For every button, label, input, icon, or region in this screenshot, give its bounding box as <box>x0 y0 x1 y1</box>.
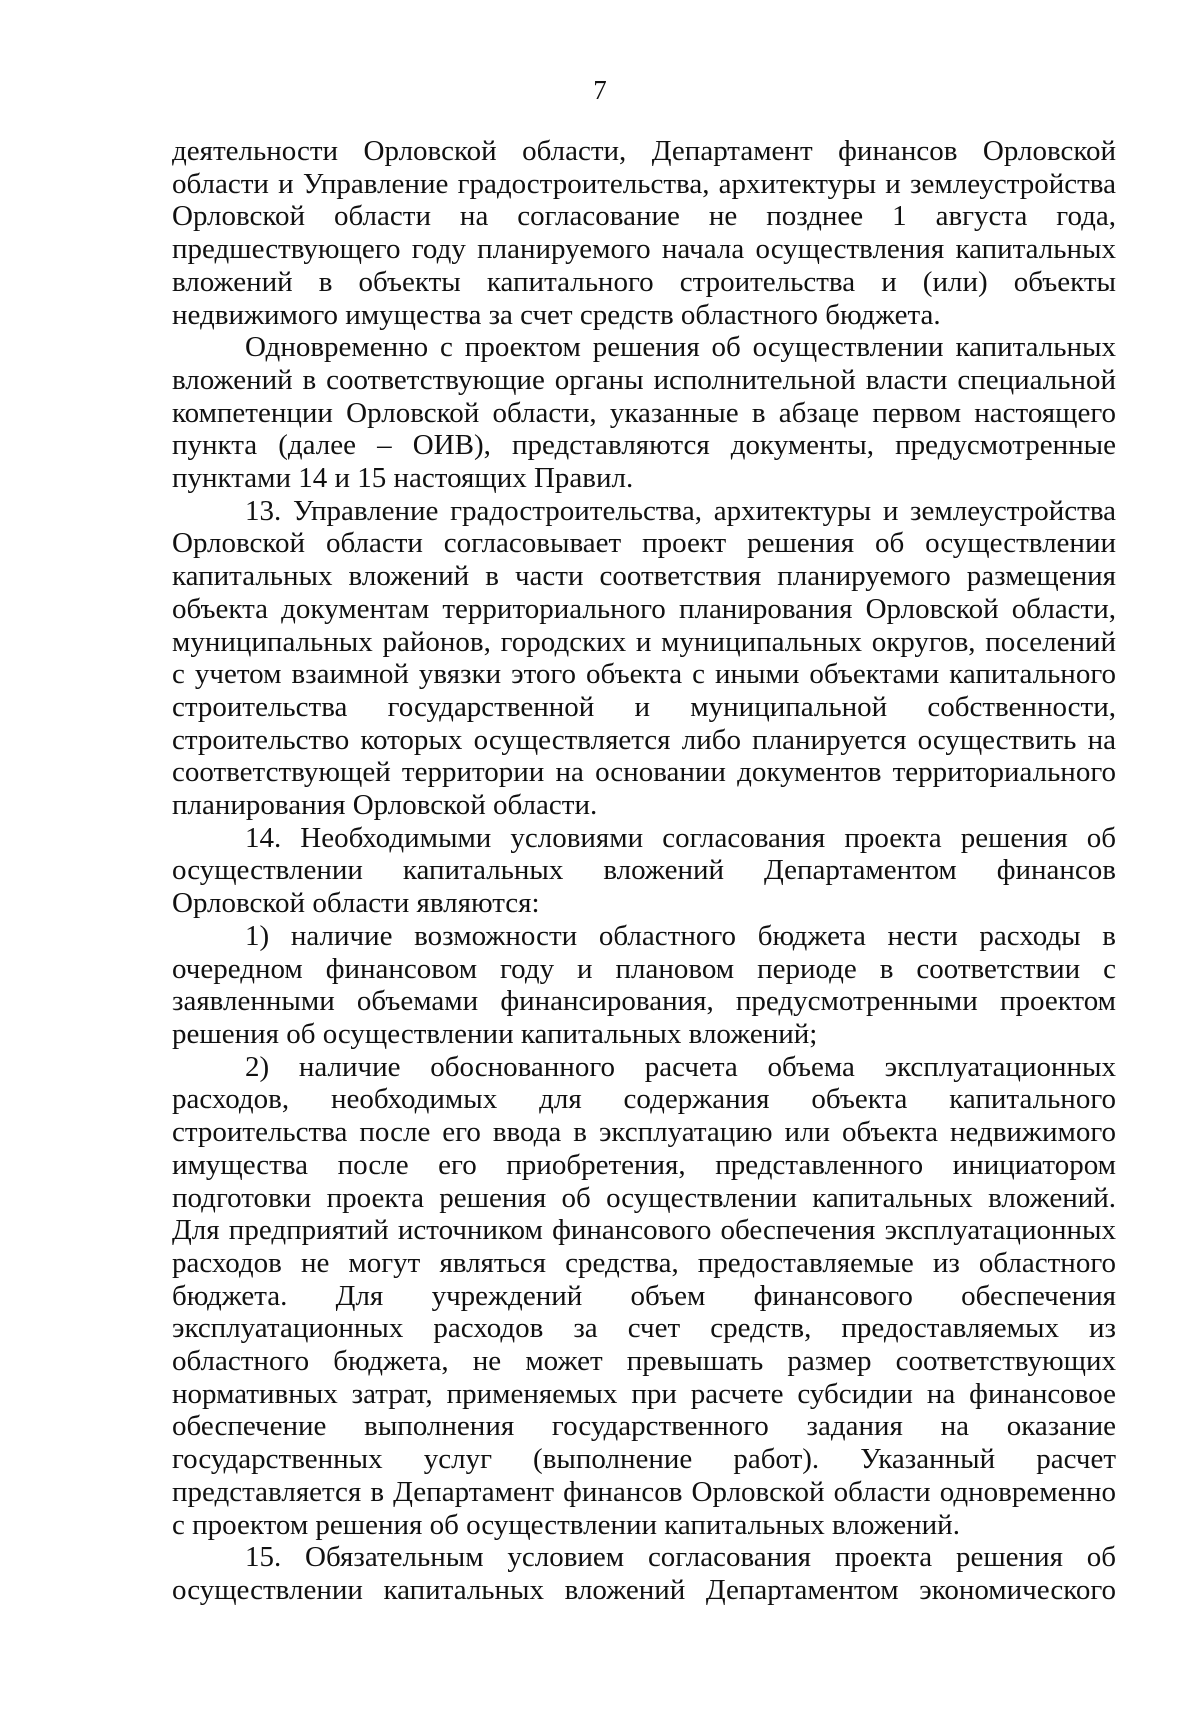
paragraph-14: 14. Необходимыми условиями согласования проекта решения об осуществлении капитальных вложений Департаментом финансов Орловской области являются: <box>172 821 1116 920</box>
paragraph-15: 15. Обязательным условием согласования проекта решения об осуществлении капитальных вложений Департаментом экономического <box>172 1541 1116 1606</box>
paragraph-14-item-2: 2) наличие обоснованного расчета объема эксплуатационных расходов, необходимых для содержания объекта капитального строительства после его ввода в эксплуатацию или объекта недвижимого имущества после его приобретения, представленного инициатором подготовки проекта решения об осуществлении капитальных вложений. Для предприятий источником финансового обеспечения эксплуатационных расходов не могут являться средства, предоставляемые из областного бюджета. Для учреждений объем финансового обеспечения эксплуатационных расходов за счет средств, предоставляемых из областного бюджета, не может превышать размер соответствующих нормативных затрат, применяемых при расчете субсидии на финансовое обеспечение выполнения государственного задания на оказание государственных услуг (выполнение работ). Указанный расчет представляется в Департамент финансов Орловской области одновременно с проектом решения об осуществлении капитальных вложений. <box>172 1050 1116 1541</box>
paragraph-continuation: деятельности Орловской области, Департамент финансов Орловской области и Управление градостроительства, архитектуры и землеустройства Орловской области на согласование не позднее 1 августа года, предшествующего году планируемого начала осуществления капитальных вложений в объекты капитального строительства и (или) объекты недвижимого имущества за счет средств областного бюджета. <box>172 135 1116 331</box>
paragraph-14-item-1: 1) наличие возможности областного бюджета нести расходы в очередном финансовом году и плановом периоде в соответствии с заявленными объемами финансирования, предусмотренными проектом решения об осуществлении капитальных вложений; <box>172 919 1116 1050</box>
paragraph-13: 13. Управление градостроительства, архитектуры и землеустройства Орловской области согласовывает проект решения об осуществлении капитальных вложений в части соответствия планируемого размещения объекта документам территориального планирования Орловской области, муниципальных районов, городских и муниципальных округов, поселений с учетом взаимной увязки этого объекта с иными объектами капитального строительства государственной и муниципальной собственности, строительство которых осуществляется либо планируется осуществить на соответствующей территории на основании документов территориального планирования Орловской области. <box>172 494 1116 822</box>
document-body <box>172 135 1116 1607</box>
page-number: 7 <box>593 75 607 105</box>
paragraph-oiv: Одновременно с проектом решения об осуществлении капитальных вложений в соответствующие органы исполнительной власти специальной компетенции Орловской области, указанные в абзаце первом настоящего пункта (далее – ОИВ), представляются документы, предусмотренные пунктами 14 и 15 настоящих Правил. <box>172 331 1116 495</box>
